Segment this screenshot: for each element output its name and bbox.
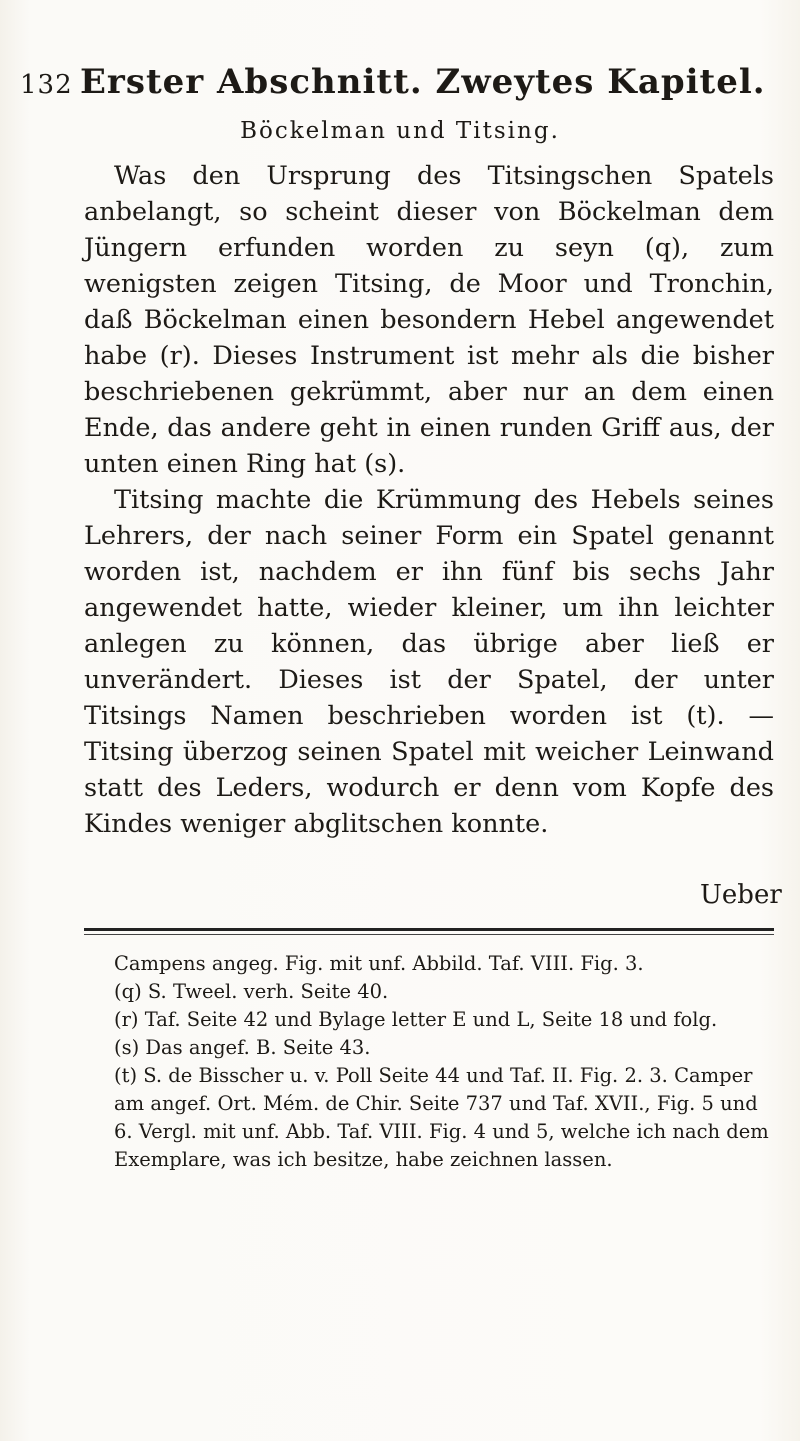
- footnotes: [84, 950, 774, 1174]
- paragraph-2: Titsing machte die Krümmung des Hebels seines Lehrers, der nach seiner Form ein Spatel genannt worden ist, nachdem er ihn fünf bis sechs Jahr angewendet hatte, wieder kleiner, um ihn leichter anlegen zu können, das übrige aber ließ er unverändert. Dieses ist der Spatel, der unter Titsings Namen beschrieben worden ist (t). — Titsing überzog seinen Spatel mit weicher Leinwand statt des Leders, wodurch er denn vom Kopfe des Kindes weniger abglitschen konnte.: [84, 485, 774, 839]
- running-head: Erster Abschnitt. Zweytes Kapitel.: [80, 62, 766, 102]
- footnote-s: (s) Das angef. B. Seite 43.: [114, 1036, 371, 1059]
- section-title: Böckelman und Titsing.: [240, 118, 560, 144]
- page-number: 132: [20, 70, 73, 100]
- footnote-r: (r) Taf. Seite 42 und Bylage letter E und L, Seite 18 und folg.: [114, 1008, 718, 1031]
- paragraph-1: Was den Ursprung des Titsingschen Spatels anbelangt, so scheint dieser von Böckelman dem Jüngern erfunden worden zu seyn (q), zum wenigsten zeigen Titsing, de Moor und Tronchin, daß Böckelman einen besondern Hebel angewendet habe (r). Dieses Instrument ist mehr als die bisher beschriebenen gekrümmt, aber nur an dem einen Ende, das andere geht in einen runden Griff aus, der unten einen Ring hat (s).: [84, 161, 774, 479]
- footnote-rule: [84, 928, 774, 931]
- footnote-continued: Campens angeg. Fig. mit unf. Abbild. Taf. VIII. Fig. 3.: [114, 952, 644, 975]
- body-text: [84, 158, 774, 842]
- page-header: [20, 62, 766, 102]
- footnote-t: (t) S. de Bisscher u. v. Poll Seite 44 und Taf. II. Fig. 2. 3. Camper am angef. Ort. Mém. de Chir. Seite 737 und Taf. XVII., Fig. 5 und 6. Vergl. mit unf. Abb. Taf. VIII. Fig. 4 und 5, welche ich nach dem Exemplare, was ich besitze, habe zeichnen lassen.: [114, 1064, 769, 1171]
- catchword: Ueber: [700, 880, 782, 910]
- footnote-q: (q) S. Tweel. verh. Seite 40.: [114, 980, 389, 1003]
- footnote-rule-thin: [84, 934, 774, 935]
